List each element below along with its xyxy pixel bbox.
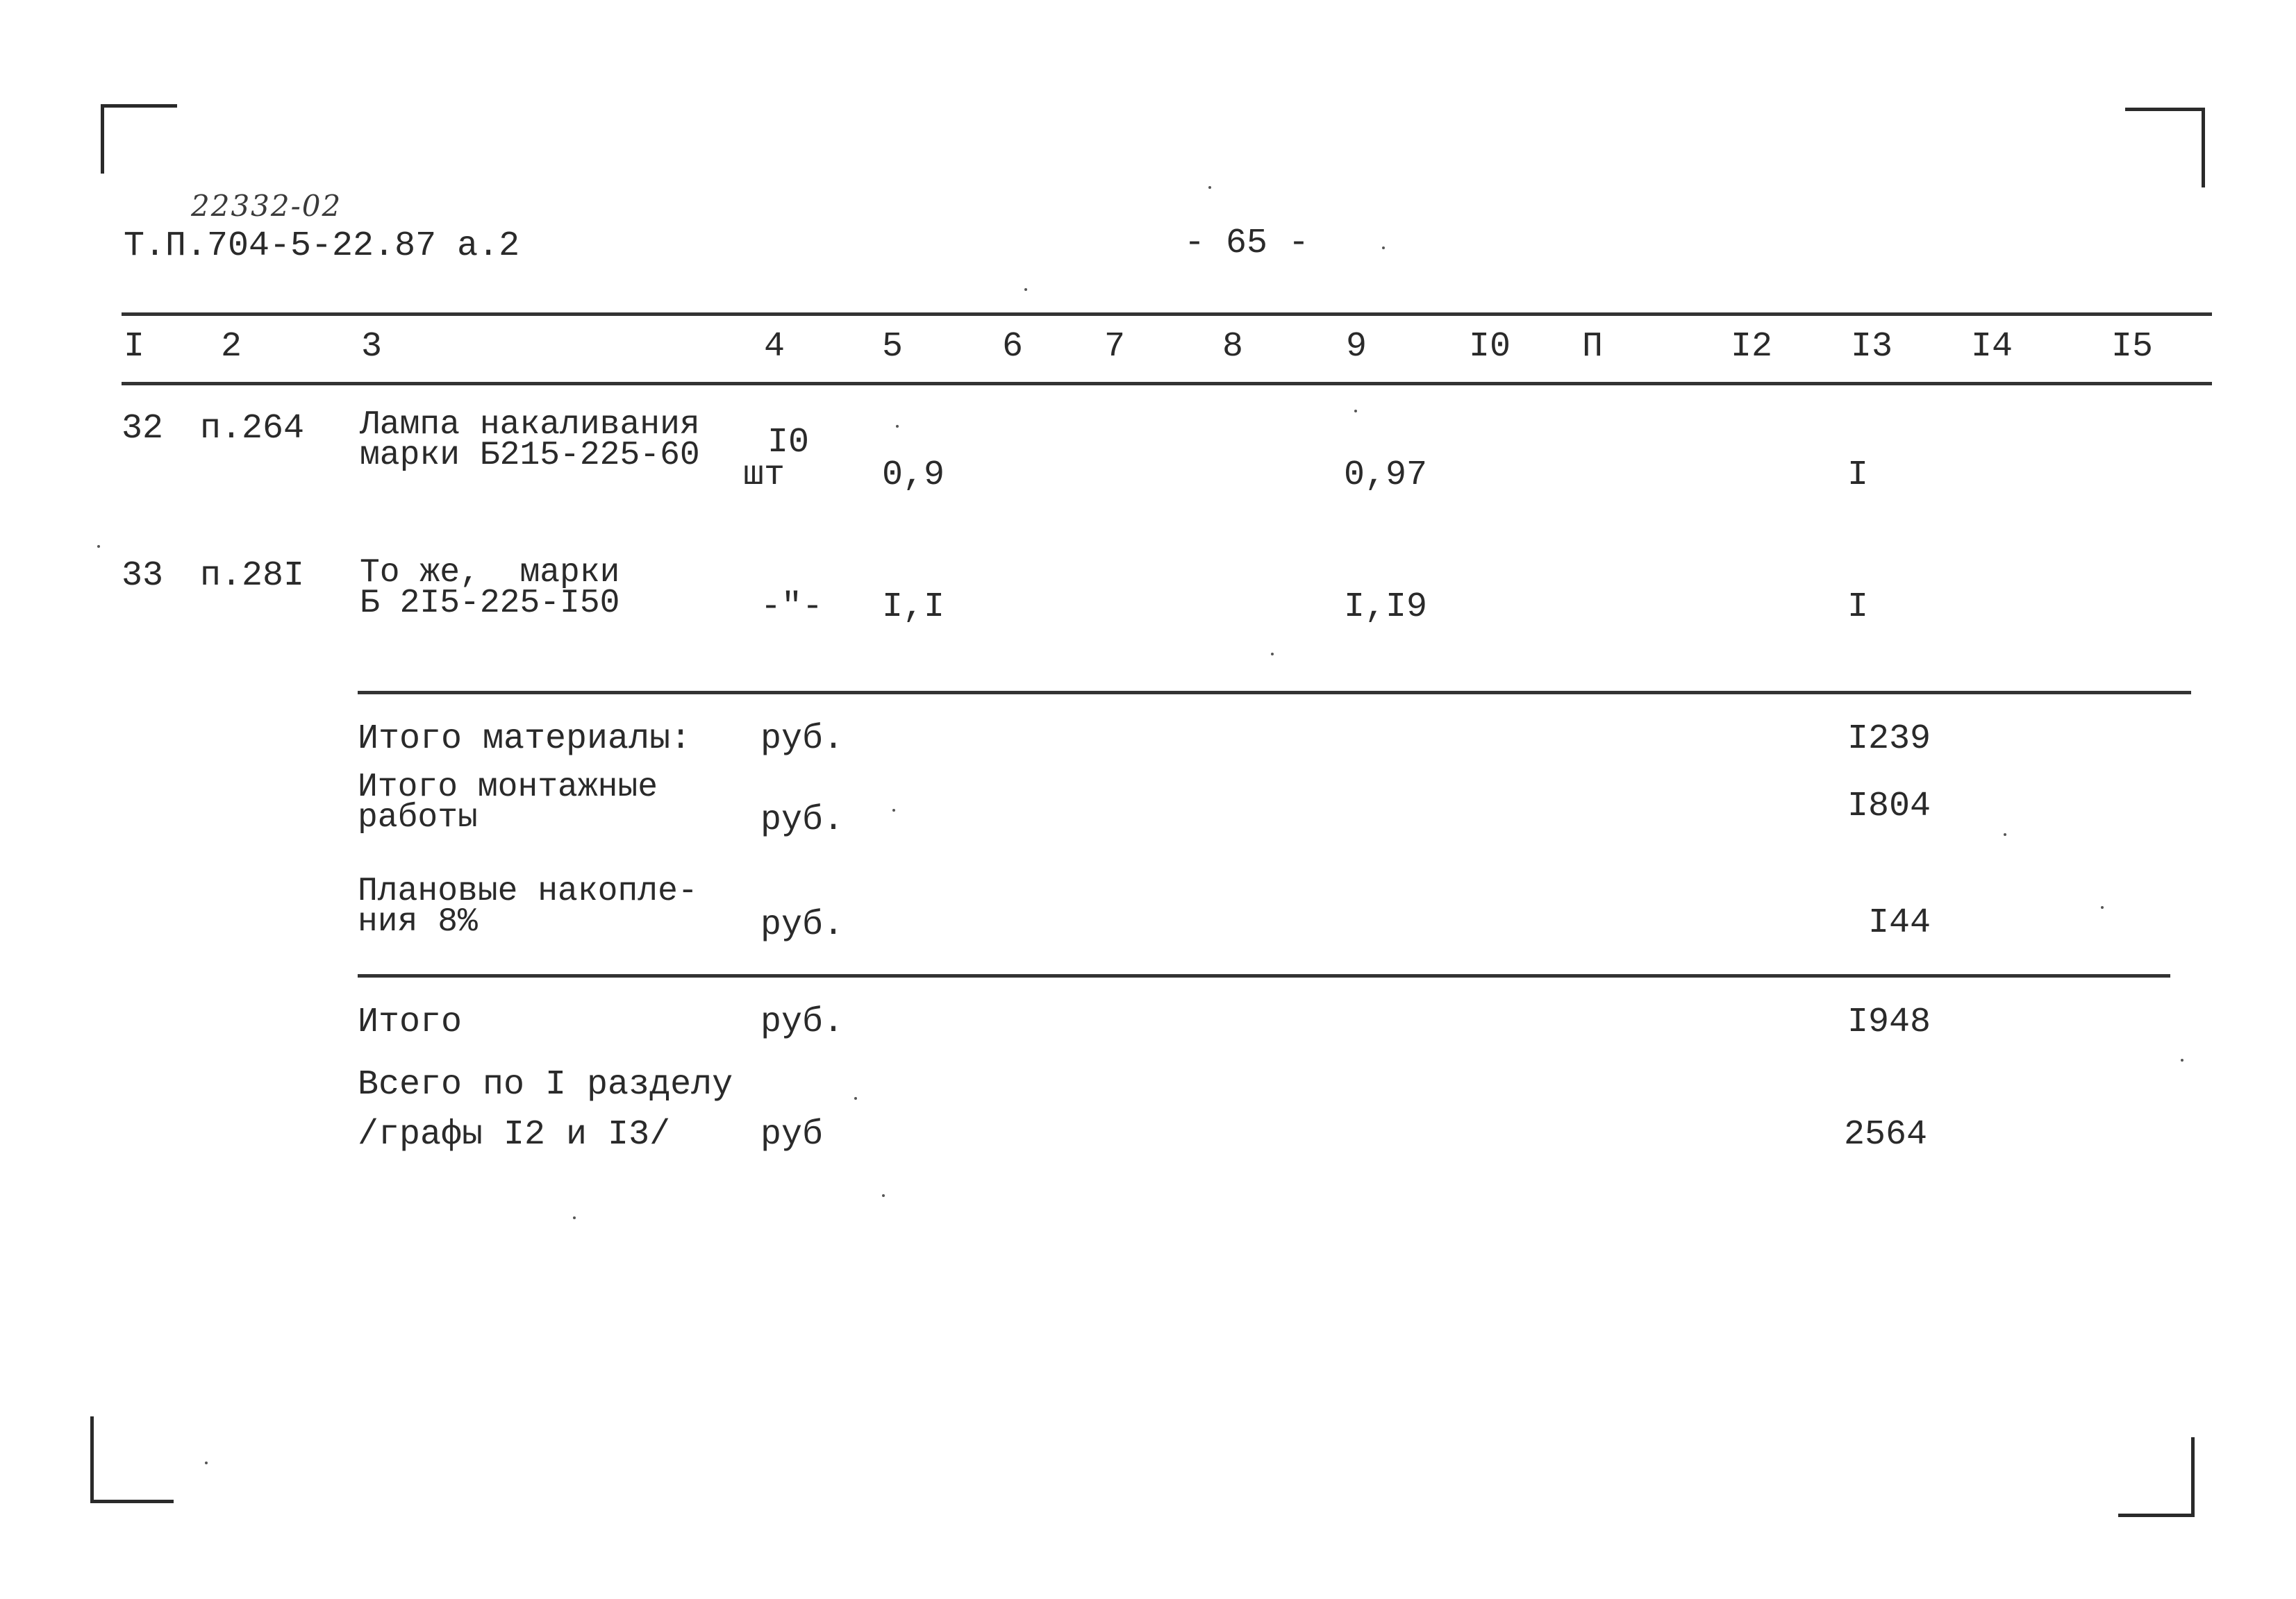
column-header: 9: [1346, 327, 1367, 367]
column-header: I3: [1851, 327, 1893, 367]
table-top-rule: [122, 312, 2212, 316]
scan-speck: [1382, 246, 1385, 249]
total-unit: руб.: [760, 801, 845, 840]
scan-speck: [882, 1194, 885, 1197]
total-unit: руб.: [760, 905, 845, 945]
document-code: Т.П.704-5-22.87 а.2: [124, 226, 520, 266]
total-unit: руб: [760, 1115, 824, 1155]
total-label-line2: /графы I2 и I3/: [358, 1115, 671, 1155]
corner-mark-bottom-left: [90, 1416, 174, 1503]
column-header: 4: [764, 327, 785, 367]
header-bottom-rule: [122, 382, 2212, 385]
scan-speck: [896, 425, 899, 428]
total-value: 2564: [1844, 1115, 1928, 1155]
row-col5-value: 0,9: [882, 455, 945, 495]
total-value: I948: [1847, 1003, 1931, 1042]
scan-speck: [892, 809, 895, 812]
total-value: I804: [1847, 787, 1931, 826]
page-number: - 65 -: [1184, 224, 1310, 263]
column-header: I: [124, 327, 145, 367]
total-label: Итого материалы:: [358, 719, 692, 759]
column-header: 6: [1002, 327, 1024, 367]
scan-speck: [573, 1216, 576, 1219]
row-col9-value: 0,97: [1344, 455, 1428, 495]
row-unit-quantity: I0: [767, 423, 810, 462]
row-name: Лампа накаливания марки Б215-225-60: [360, 406, 700, 474]
scan-speck: [2101, 906, 2104, 909]
column-header: I0: [1469, 327, 1511, 367]
column-header: 7: [1104, 327, 1126, 367]
row-unit-ditto: -"-: [760, 587, 824, 627]
column-header: I4: [1971, 327, 2013, 367]
total-label: Итого: [358, 1003, 463, 1042]
corner-mark-top-right: [2125, 108, 2205, 187]
row-number: 33: [122, 556, 164, 596]
column-header: I5: [2111, 327, 2154, 367]
totals-top-rule: [358, 691, 2191, 694]
column-header: 3: [361, 327, 383, 367]
column-header: П: [1582, 327, 1604, 367]
total-value: I239: [1847, 719, 1931, 759]
row-unit: шт: [743, 455, 785, 495]
row-reference: п.28I: [200, 556, 305, 596]
row-col13-value: I: [1847, 587, 1869, 627]
scan-speck: [205, 1462, 208, 1464]
grand-total-rule: [358, 974, 2170, 978]
column-header: 5: [882, 327, 904, 367]
scan-speck: [2181, 1059, 2183, 1062]
row-name: То же, марки Б 2I5-225-I50: [360, 554, 620, 622]
row-number: 32: [122, 409, 164, 449]
total-unit: руб.: [760, 719, 845, 759]
row-col5-value: I,I: [882, 587, 945, 627]
scan-speck: [1354, 410, 1357, 412]
total-label: Плановые накопле- ния 8%: [358, 873, 698, 941]
row-reference: п.264: [200, 409, 305, 449]
handwritten-number: 22332-02: [191, 189, 342, 223]
total-unit: руб.: [760, 1003, 845, 1042]
scan-speck: [2004, 833, 2006, 836]
corner-mark-bottom-right: [2118, 1437, 2195, 1517]
total-label: Итого монтажные работы: [358, 769, 658, 837]
total-label: Всего по I разделу: [358, 1065, 733, 1105]
scan-speck: [1271, 653, 1274, 655]
row-col9-value: I,I9: [1344, 587, 1428, 627]
total-value: I44: [1868, 903, 1931, 943]
row-col13-value: I: [1847, 455, 1869, 495]
column-header: 8: [1222, 327, 1244, 367]
column-header: 2: [221, 327, 242, 367]
scan-speck: [1208, 186, 1211, 189]
column-header: I2: [1731, 327, 1773, 367]
scan-speck: [854, 1097, 857, 1100]
scan-speck: [97, 545, 100, 548]
corner-mark-top-left: [101, 104, 177, 174]
scan-speck: [1024, 288, 1027, 291]
